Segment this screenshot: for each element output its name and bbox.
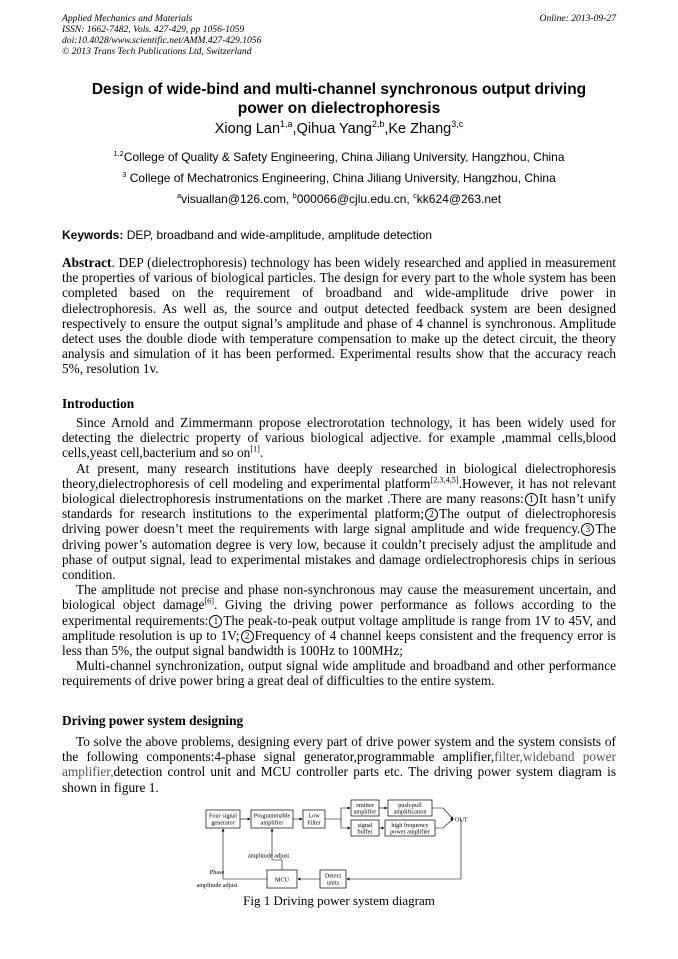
citation[interactable]: [1]	[250, 444, 260, 454]
title-line-2: power on dielectrophoresis	[237, 100, 441, 117]
low-filter-label-2: Filter	[307, 819, 321, 827]
detect-label-2: units	[326, 879, 340, 887]
intro-section	[62, 415, 616, 689]
intro-paragraph-4: Multi-channel synchronization, output signal wide amplitude and broadband and other performance requirements of drive power bring a great deal of difficulties to the entire system.	[62, 658, 616, 689]
out-label: OUT	[455, 816, 468, 824]
text: The peak-to-peak output voltage amplitude is range from 1V to 45V, and amplitude resolution is up to 1V;	[62, 612, 616, 643]
online-date: Online: 2013-09-27	[539, 13, 616, 24]
text: Frequency of 4 channel keeps consistent and the frequency error is less than 5%, the output signal bandwidth is 100Hz to 100MHz;	[62, 627, 616, 659]
four-signal-label-2: generator	[211, 819, 235, 827]
text: It hasn’t unify standards for research institutions to the experimental platform;	[62, 491, 616, 522]
affiliation-text: College of Mechatronics Engineering, China Jiliang University, Hangzhou, China	[129, 171, 556, 185]
affiliation-1	[0, 150, 678, 164]
text: detection control unit and MCU controller parts etc. The driving power system diagram is shown in figure 1.	[62, 764, 616, 795]
amp-adjust-label: amplitude adjust	[248, 852, 290, 860]
issn-line: ISSN: 1662-7482, Vols. 427-429, pp 1056-1059	[62, 24, 245, 35]
circled-number: 1	[525, 493, 538, 506]
copyright-line: © 2013 Trans Tech Publications Ltd, Switzerland	[62, 46, 252, 57]
circled-number: 1	[209, 615, 222, 628]
paper-title	[70, 80, 608, 118]
emitter-label-1: emitter	[356, 802, 374, 809]
email[interactable]: kk624@263.net	[416, 192, 502, 206]
sigbuf-label-1: signal	[357, 822, 373, 829]
author-sup: 2,b	[371, 119, 385, 130]
text: .However, it has not relevant biological dielectrophoresis instrumentations on the market .There are many reasons:	[62, 475, 617, 507]
prog-amp-label-2: amplifier	[260, 819, 284, 827]
text: . Giving the driving power performance as follows according to the experimental requirements:	[62, 597, 616, 628]
intro-paragraph-1	[62, 415, 616, 461]
author-name: Ke Zhang	[388, 121, 452, 137]
abstract	[62, 255, 616, 377]
emitter-label-2: amplifier	[353, 808, 377, 816]
intro-paragraph-3	[62, 582, 616, 658]
phase-label-2: amplitude adjust	[196, 882, 238, 889]
email-sup: a	[176, 191, 182, 200]
text: The output of dielectrophoresis driving power doesn’t meet the requirements with large signal amplitude and wide frequency.	[62, 506, 616, 537]
doi-line: doi:10.4028/www.scientific.net/AMM.427-429.1056	[62, 35, 262, 46]
keywords-label: Keywords:	[62, 228, 124, 242]
author-sup: 3,c	[451, 119, 464, 130]
circled-number: 2	[241, 630, 254, 643]
keywords-text: DEP, broadband and wide-amplitude, amplitude detection	[123, 228, 433, 242]
sigbuf-label-2: buffer	[357, 828, 373, 836]
intro-paragraph-2	[62, 461, 616, 583]
email[interactable]: 000066@cjlu.edu.cn,	[296, 192, 414, 206]
title-line-1: Design of wide-bind and multi-channel synchronous output driving	[91, 81, 587, 98]
pushpull-label-2: amplification	[393, 808, 427, 816]
journal-name: Applied Mechanics and Materials	[62, 13, 193, 24]
author-list: Xiong Lan$^{1,a}$,Qihua Yang$^{2,b}$,Ke Zhang$^{3,c}$	[214, 119, 464, 137]
system-block-diagram	[195, 798, 485, 894]
drive-heading: Driving power system designing	[62, 713, 244, 728]
abstract-text: . DEP (dielectrophoresis) technology has been widely researched and applied in measurement the properties of various of biological particles. The design for every part to the whole system has been completed based on the requirement of broadband and wide-amplitude drive power in dielectrophoresis. As well as, the source and output detected feedback system are been designed respectively to ensure the output signal’s amplitude and phase of 4 channel is synchronous. Amplitude detect uses the double diode with temperature compensation to make up the detect circuit, the theory analysis and simulation of it has been performed. Experimental results show that the accuracy reach 5%, resolution 1v.	[62, 255, 616, 377]
text: The amplitude not precise and phase non-synchronous may cause the measurement uncertain, and biological object damage	[62, 582, 616, 613]
text: Since Arnold and Zimmermann propose electrorotation technology, it has been widely used for detecting the dielectric property of various biological adjective. for example ,mammal cells,blood cells,yeast cell,bacterium and so on	[62, 415, 616, 461]
journal-header	[62, 13, 261, 57]
keywords	[62, 228, 616, 242]
citation[interactable]: [2,3,4,5]	[430, 475, 459, 485]
highfreq-label-1: high frequency	[391, 822, 429, 829]
author-sup: 1,a	[280, 119, 293, 130]
detect-label-1: Detect	[324, 872, 342, 880]
email[interactable]: visuallan@126.com,	[181, 192, 293, 206]
affiliation-sup: 3	[122, 170, 127, 179]
figure-caption: Fig 1 Driving power system diagram	[243, 893, 435, 908]
low-filter-label-1: Low	[308, 812, 320, 820]
affiliation-2	[0, 171, 678, 185]
four-signal-label-1: Four signal	[208, 812, 238, 820]
affiliation-sup: 1,2	[113, 149, 124, 158]
email-sup: b	[292, 191, 297, 200]
text: filter,wideband power amplifier,	[62, 749, 616, 780]
drive-paragraph-1	[62, 734, 616, 795]
email-list	[0, 192, 678, 206]
phase-label-1: Phase	[209, 869, 225, 876]
text: The driving power’s automation degree is very low, because it couldn’t precisely adjust the amplitude and phase of output signal, lead to experimental mistakes and damage ordielectrophoresis chips in serious condition.	[62, 521, 616, 583]
highfreq-label-2: power amplifier	[390, 828, 430, 836]
prog-amp-label-1: Programmable	[253, 812, 291, 820]
text: At present, many research institutions have deeply researched in biological dielectrophoresis theory,dielectrophoresis of cell modeling and experimental platform	[62, 460, 616, 491]
affiliation-text: College of Quality & Safety Engineering, China Jiliang University, Hangzhou, China	[123, 150, 565, 164]
text: .	[259, 445, 264, 461]
text: To solve the above problems, designing every part of drive power system and the system consists of the following components:4-phase signal generator,programmable amplifier,	[62, 734, 616, 765]
pushpull-label-1: push-pull	[398, 802, 422, 809]
drive-section	[62, 734, 616, 795]
abstract-label: Abstract	[62, 255, 112, 270]
circled-number: 3	[581, 523, 594, 536]
circled-number: 2	[425, 508, 438, 521]
abstract-paragraph	[62, 255, 616, 377]
mcu-label: MCU	[274, 876, 290, 884]
author-name: Xiong Lan	[214, 121, 281, 137]
email-sup: c	[413, 191, 417, 200]
citation[interactable]: [6]	[204, 597, 214, 607]
author-name: Qihua Yang	[296, 121, 372, 137]
intro-heading: Introduction	[62, 396, 135, 411]
